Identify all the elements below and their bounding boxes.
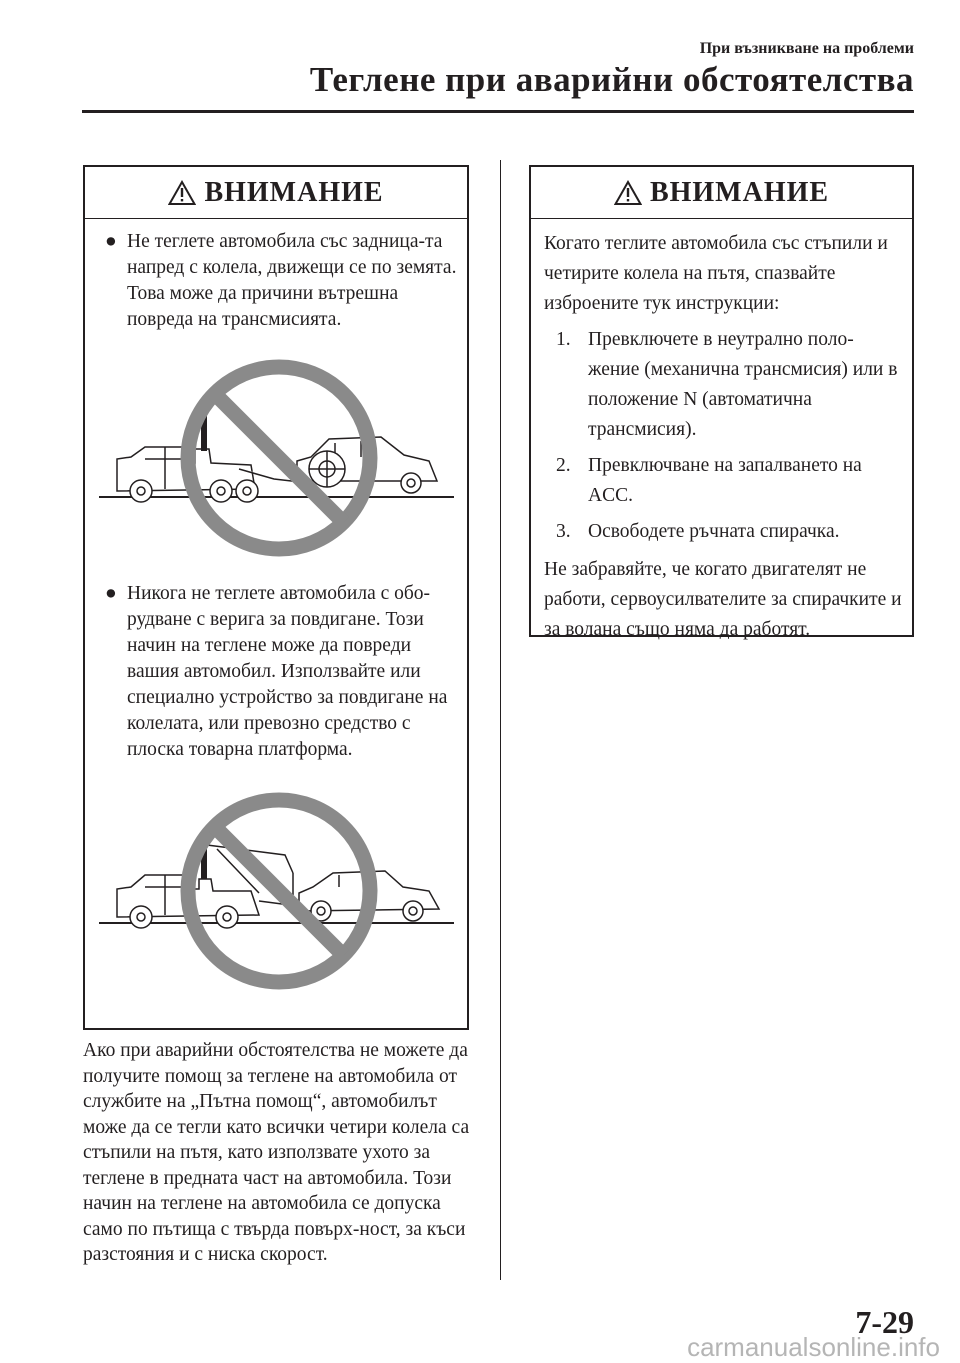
tow-truck-wheel-lift-illustration [99,351,459,561]
step-text: Превключете в неутрално поло-жение (механична трансмисия) или в положение N (автоматична трансмисия). [588,329,898,440]
warning-bullet [85,581,467,763]
warning-body [531,219,912,645]
section-label: При възникване на проблеми [699,40,914,57]
step-item [556,325,902,445]
body-paragraph: Ако при аварийни обстоятелства не можете да получите помощ за теглене на автомобила от службите на „Пътна помощ“, автомобилът може да се тегли като всички четири колела са стъпили на пътя, като използвате ухото за теглене в предната част на автомобила. Този начин на теглене на автомобила се допуска само по пътища с твърда повърх-ност, за къси разстояния и с ниска скорост. [83,1040,470,1265]
step-number: 2. [556,455,571,476]
step-text: Превключване на запалването на ACC. [588,455,862,506]
warning-box-left [83,165,469,1030]
warning-heading: ВНИМАНИЕ [204,176,384,208]
step-number: 1. [556,329,571,350]
warning-triangle-icon [168,180,196,206]
step-item [556,451,902,511]
warning-intro: Когато теглите автомобила със стъпили и четирите колела на пътя, спазвайте изброените тук инструкции: [544,233,888,314]
step-number: 3. [556,521,571,542]
warning-header [85,167,467,219]
page-number: 7-29 [855,1304,914,1340]
bullet-dot: ● [105,583,117,604]
tow-truck-chain-lift-illustration [99,783,459,993]
step-item [556,517,902,547]
step-text: Освободете ръчната спирачка. [588,521,840,542]
title-rule [82,110,914,113]
warning-triangle-icon [614,180,642,206]
warning-heading: ВНИМАНИЕ [649,176,830,208]
warning-bullet [85,229,467,333]
warning-note: Не забравяйте, че когато двигателят не работи, сервоусилвателите за спирачките и за волана също няма да работят. [544,559,902,640]
warning-box-right [529,165,914,640]
bullet-dot: ● [105,231,117,252]
bullet-text: Не теглете автомобила със задница-та напред с колела, движещи се по земята. Това може да причини вътрешна повреда на трансмисията. [127,231,457,330]
column-divider [500,160,501,1280]
bullet-text: Никога не теглете автомобила с обо-рудване с верига за повдигане. Този начин на теглене може да повреди вашия автомобил. Използвайте или специално устройство за повдигане на колелата, или превозно средство с плоска товарна платформа. [127,583,448,760]
warning-header [531,167,912,219]
watermark: carmanualsonline.info [687,1332,940,1362]
page-title: Теглене при аварийни обстоятелства [309,60,914,99]
